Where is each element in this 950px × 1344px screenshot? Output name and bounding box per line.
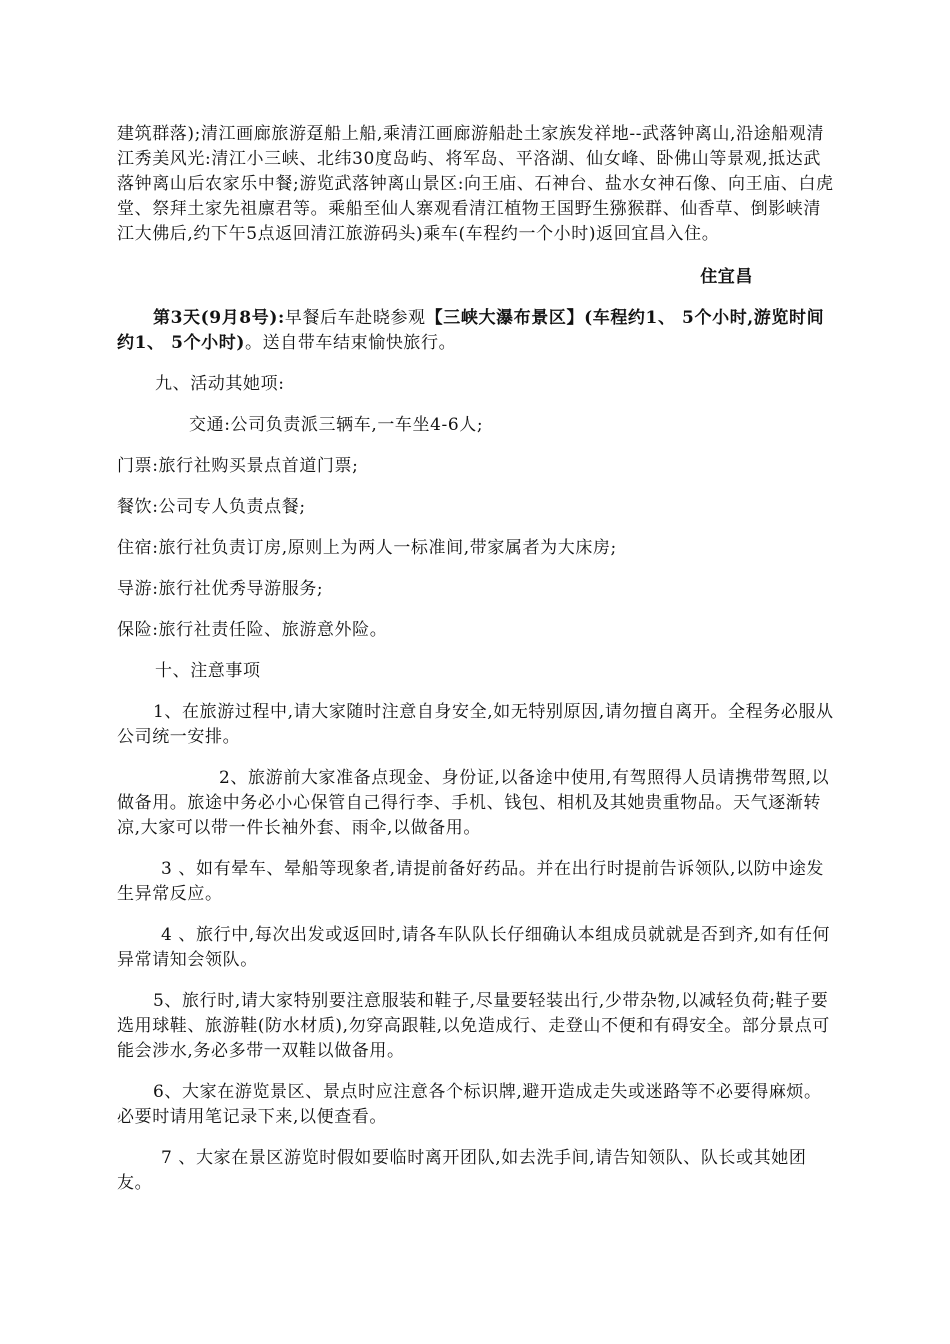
notice-item-5: 5、旅行时,请大家特别要注意服装和鞋子,尽量要轻装出行,少带杂物,以减轻负荷;鞋子要选用球鞋、旅游鞋(防水材质),勿穿高跟鞋,以免造成行、走登山不便和有碍安全。部分景点可能会涉水,务必多带一双鞋以做备用。 (117, 991, 830, 1061)
section9-item-transport: 交通:公司负责派三辆车,一车坐4-6人; (189, 415, 484, 435)
section9-item-guide: 导游:旅行社优秀导游服务; (117, 579, 324, 599)
section9-item-insurance: 保险:旅行社责任险、旅游意外险。 (117, 620, 388, 640)
notice-item-7: 7 、大家在景区游览时假如要临时离开团队,如去洗手间,请告知领队、队长或其她团友。 (117, 1148, 807, 1193)
day3-text1: 早餐后车赴晓参观 (284, 308, 426, 328)
lodging-label: 住宜昌 (700, 267, 753, 287)
section9-item-tickets: 门票:旅行社购买景点首道门票; (117, 456, 359, 476)
section9-item-meals: 餐饮:公司专人负责点餐; (117, 497, 306, 517)
notice-item-1: 1、在旅游过程中,请大家随时注意自身安全,如无特别原因,请勿擅自离开。全程务必服从公司统一安排。 (117, 702, 834, 747)
notice-item-6: 6、大家在游览景区、景点时应注意各个标识牌,避开造成走失或迷路等不必要得麻烦。必要时请用笔记录下来,以便查看。 (117, 1082, 822, 1127)
notice-item-4: 4 、旅行中,每次出发或返回时,请各车队队长仔细确认本组成员就就是否到齐,如有任何异常请知会领队。 (117, 925, 831, 970)
day3-highlight: 【三峡大瀑布景区】(车程约1、 5个小时,游览时间约1、 5个小时) (117, 308, 825, 353)
notice-item-3: 3 、如有晕车、晕船等现象者,请提前备好药品。并在出行时提前告诉领队,以防中途发生异常反应。 (117, 859, 825, 904)
day3-label: 第3天(9月8号): (153, 308, 285, 328)
section9-item-lodging: 住宿:旅行社负责订房,原则上为两人一标准间,带家属者为大床房; (117, 538, 617, 558)
intro-paragraph: 建筑群落);清江画廊旅游趸船上船,乘清江画廊游船赴土家族发祥地--武落钟离山,沿途船观清江秀美风光:清江小三峡、北纬30度岛屿、将军岛、平洛湖、仙女峰、卧佛山等景观,抵达武落钟离山后农家乐中餐;游览武落钟离山景区:向王庙、石神台、盐水女神石像、向王庙、白虎堂、祭拜土家先祖廪君等。乘船至仙人寨观看清江植物王国野生猕猴群、仙香草、倒影峡清江大佛后,约下午5点返回清江旅游码头)乘车(车程约一个小时)返回宜昌入住。 (117, 124, 834, 244)
document-page (117, 122, 835, 1196)
day3-text2: 。送自带车结束愉快旅行。 (245, 333, 457, 353)
notice-item-2: 2、旅游前大家准备点现金、身份证,以备途中使用,有驾照得人员请携带驾照,以做备用。旅途中务必小心保管自己得行李、手机、钱包、相机及其她贵重物品。天气逐渐转凉,大家可以带一件长袖外套、雨伞,以做备用。 (117, 768, 830, 838)
section10-title: 十、注意事项 (155, 661, 261, 681)
day3-paragraph (117, 306, 835, 356)
section9-title: 九、活动其她项: (155, 374, 285, 394)
